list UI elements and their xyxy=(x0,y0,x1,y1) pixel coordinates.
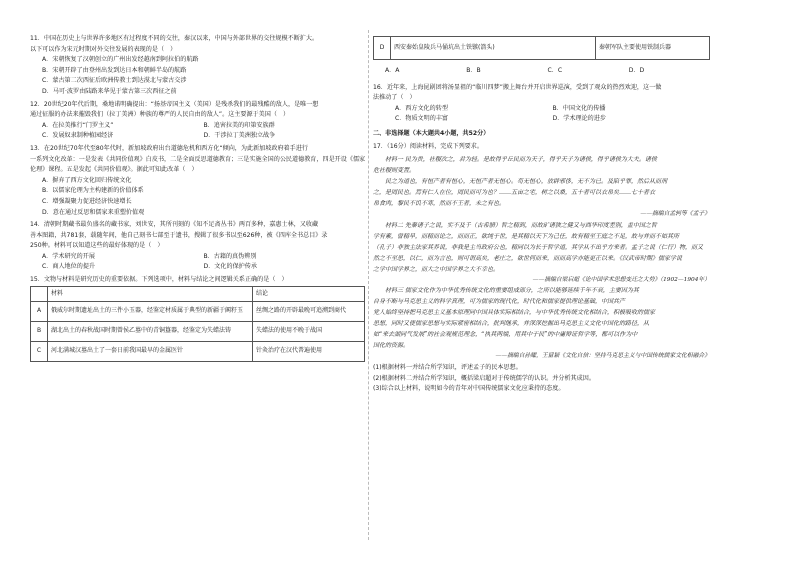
material-text: 帛食肉，黎民不饥不寒，然而不王者，未之有也。 xyxy=(373,200,506,208)
question-11 xyxy=(30,34,365,98)
material-3 xyxy=(373,285,710,362)
question-text: 15．文物与材料是研究历史的重要依据。下列选项中，材料与结论之间逻辑关系正确的是（ ） xyxy=(30,276,288,284)
question-text: 17．（16分）阅读材料，完成下列要求。 xyxy=(373,142,483,150)
question-12 xyxy=(30,100,365,142)
option-d: D．马可·波罗由陆路来华见于蒙古第三次西征之前 xyxy=(42,87,177,95)
table-cell: C xyxy=(31,342,48,362)
material-source: ——摘编自孙耀，王留颖《文化自信：坚持马克思主义与中国传统儒家文化相融合》 xyxy=(495,353,710,360)
question-text: 通过征服的办法来摧毁我们（拉丁美洲）种族的尊严的人民自由的敌人”。这主要源于美国（ ） xyxy=(30,111,290,119)
requirement-2: (2)根据材料二并结合所学知识，概括梁启超对于传统儒学的认识。并分析其成因。 xyxy=(373,374,595,382)
table-header-cell: 材料 xyxy=(48,286,253,302)
option-c: C．发展奴隶制种植园经济 xyxy=(42,132,114,140)
table-cell: 失蜡法的使用不晚于战国 xyxy=(253,322,365,342)
option-d: D．干涉拉丁美洲独立战争 xyxy=(203,132,276,140)
question-text: 12．20世纪20年代后期，桑地诺明确提出：“扬基帝国主义（美国）是残杀我们的最残酷的敌人，是唯一想 xyxy=(30,100,319,108)
option-b: B．以儒家伦理为主构建新的价值体系 xyxy=(42,187,144,195)
option-b: B．B xyxy=(466,67,481,74)
right-column xyxy=(373,36,710,395)
table-cell: 俄威尔时期遗址出土的三件小玉器，经鉴定材质属于典型的新疆于阗籽玉 xyxy=(48,302,253,322)
table-row xyxy=(374,37,710,60)
material-source: ——摘编自梁启超《论中国学术思想变迁之大势》（1902—1904年） xyxy=(532,276,710,283)
table-header xyxy=(31,286,365,302)
material-text: 民之为道也，有恒产者有恒心，无恒产者无恒心。苟无恒心，放辟邪侈，无不为已。及陷乎罪，然后从而刑 xyxy=(385,178,668,186)
option-b: B．中国文化的传播 xyxy=(552,104,606,112)
table-row xyxy=(31,322,365,342)
table-cell: A xyxy=(31,302,48,322)
question-text: 16．近年来，上海昆剧团将汤显祖的“临川四梦”搬上舞台并开启世界巡演，受到了观众的热烈欢迎，这一做 xyxy=(373,83,662,91)
question-15-table xyxy=(30,286,365,363)
table-cell: D xyxy=(374,37,391,60)
question-14 xyxy=(30,220,365,273)
option-a: A．在拉美推行“门罗主义” xyxy=(42,121,114,129)
table-cell: 丝绸之路的开辟最晚可追溯到商代 xyxy=(253,302,365,322)
material-text: 思想，同时又使儒家思想与实际紧密相结合，批判继承，并深深挖掘出马克思主义文化中国化的路径，从 xyxy=(373,320,650,328)
table-cell: 针灸治疗在汉代普遍使用 xyxy=(253,342,365,362)
table-cell: 湖北出土的春秋战国时期曾侯乙墓中的青铜簋器，经鉴定为失蜡法铸 xyxy=(48,322,253,342)
material-1 xyxy=(373,154,710,220)
option-a: A．宋朝恢复了汉朝创立的广州出发经越南到阿拉伯的航路 xyxy=(42,56,199,64)
option-b: B．追害拉美的印第安族群 xyxy=(203,121,275,129)
option-c: C．增强凝聚力促进经济快速增长 xyxy=(42,197,132,205)
option-c: C．C xyxy=(547,67,563,74)
question-text: 11．中国在历史上与世界许多地区有过程度不同的交往，秦汉以来，中国与外部世界的交往规模不断扩大。 xyxy=(30,35,319,42)
question-text: 13．在20世纪70年代至80年代时，新加坡政府出台道德危机和西方化“倾向，为此新加坡政府着手进行 xyxy=(30,144,308,152)
section-heading: 二、非选择题（本大题共4小题，共52分） xyxy=(373,129,490,137)
question-15 xyxy=(30,275,365,362)
material-text: 材料二 先秦诸子之说，实不及千（古希腊）哲之精到，而故矿诸狭之健又与西华印度差别，盖中国之哲 xyxy=(385,221,657,229)
table-cell: B xyxy=(31,322,48,342)
option-a: A．西方文化的转型 xyxy=(395,104,448,112)
material-text: 之学中国学界之，而大之中国学界之大不幸也。 xyxy=(373,265,500,273)
option-c: C．商人地位的提升 xyxy=(42,263,96,271)
question-17 xyxy=(373,142,710,395)
question-text: 善本图籍，共781套，载随年间，他自己刻书七部至于遗书，搜辑了很多书以至626种，被《四库全书总目》录 xyxy=(30,231,328,239)
material-text: 学有素，曾精早，而精而论之，而而正，欲纯于世，是其精以天下为己任，故有精至王庭之不足，故与并而不如其所 xyxy=(373,232,680,240)
option-d: D．文化的保护传承 xyxy=(203,263,257,271)
table-row xyxy=(31,342,365,362)
question-text: 以下可以作为宋元时期对外交往发展的表现的是（ ） xyxy=(30,45,177,53)
material-text: 材料一 民为贵，社稷次之，君为轻。是故得乎丘民而为天子，得乎天子为诸侯，得乎诸侯为大夫。诸侯 xyxy=(385,156,657,164)
material-text: 党人始终坚持把马克思主义基本原理同中国具体实际相结合，与中华优秀传统文化相结合，积极吸收的儒家 xyxy=(373,309,656,317)
option-b: B．宋朝开辟了由登州出发到达日本和朝鲜半岛的航路 xyxy=(42,66,187,74)
question-16 xyxy=(373,83,710,125)
option-a: A．摒弃了西方文化回归传统文化 xyxy=(42,176,132,184)
table-cell: 河北满城汉墓出土了一套日前我国最早的金属医针 xyxy=(48,342,253,362)
material-text: 材料三 儒家文化作为中华优秀传统文化的重要组成部分，之所以能够延续千年不衰，主要因为其 xyxy=(385,287,639,295)
material-text: （孔子）非独主法家其养说，非我是主当政府公也，精同以为长于哲学道，其学从不出乎方来者。孟子之说（仁行）物，而又 xyxy=(373,243,704,251)
option-a: A．学术研究的开展 xyxy=(42,252,95,260)
table-cell: 秦朝军队主要使用铁制兵器 xyxy=(596,37,710,60)
table-cell: 西安秦始皇陵兵马俑坑出土铁镞(箭头) xyxy=(391,37,596,60)
option-d: D．学术理论的进步 xyxy=(552,115,606,123)
table-header-cell: 结论 xyxy=(253,286,365,302)
option-d: D．意在通过反思和儒家来重塑价值观 xyxy=(42,208,145,216)
option-c: C．物质文明的丰富 xyxy=(395,115,449,123)
material-2 xyxy=(373,220,710,286)
question-17-requirements xyxy=(373,363,710,395)
option-a: A．A xyxy=(385,67,400,74)
question-text: 250种。材料可以知道这些的最好体现的是（ ） xyxy=(30,242,164,250)
question-text: 一系列文化改革：一是发表《共同价值观》白皮书，二是全面反思道德教育；三是实施全国的公民道德教育，四是开设《儒家 xyxy=(30,155,365,163)
table-row xyxy=(31,302,365,322)
requirement-1: (1)根据材料一并结合所学知识，评述孟子的民本思想。 xyxy=(373,363,522,371)
question-13 xyxy=(30,144,365,218)
material-text: 然之不至思，以仁，而为言也，则可谓高矣，老庄之，欲世何而来，而而高学亦能更正以来。《汉武帝时期》儒家学说 xyxy=(373,254,683,262)
option-c: C．蒙古第二次西征后欧洲传教士到达漠北与蒙古交涉 xyxy=(42,77,187,85)
table-header-cell xyxy=(31,286,48,302)
question-15-options xyxy=(373,66,710,77)
material-text: 危社稷则变置。 xyxy=(373,167,416,175)
question-text: 14．清朝时期藏书最负盛名的藏书家，刘世安，其所刊刻的《知不足斋丛书》两百多种，嘉惠士林，又收藏 xyxy=(30,221,319,229)
question-text: 伦理》课程。五是发起《共同价值观》。据此可知此改革（ ） xyxy=(30,166,198,174)
material-text: 如“来去湖同气发展”的社会观规范理念，“执其两端，用其中于民”的中庸辩证哲学等，都可以作为中 xyxy=(373,331,638,339)
requirement-3: (3)综合以上材料，说明如今的青年对中国传统儒家文化应秉持的态度。 xyxy=(373,385,565,393)
left-column xyxy=(30,32,365,362)
material-text: 之，是罔民也。焉有仁人在位，罔民而可为也？……五亩之宅，树之以桑，五十者可以衣帛矣……七十者衣 xyxy=(373,189,656,197)
option-b: B．古籍的真伪辨别 xyxy=(203,252,257,260)
material-text: 自身不断与马克思主义的科学真理，可为儒家的现代化，时代化和儒家提供理论基础，中国共产 xyxy=(373,298,626,306)
option-d: D．D xyxy=(628,67,645,74)
column-divider xyxy=(368,30,369,540)
material-source: ——摘编自孟轲等《孟子》 xyxy=(640,211,710,218)
material-text: 国化的资源。 xyxy=(373,342,410,350)
question-text: 法推动了（ ） xyxy=(373,94,416,102)
question-15-table-continued xyxy=(373,36,710,60)
